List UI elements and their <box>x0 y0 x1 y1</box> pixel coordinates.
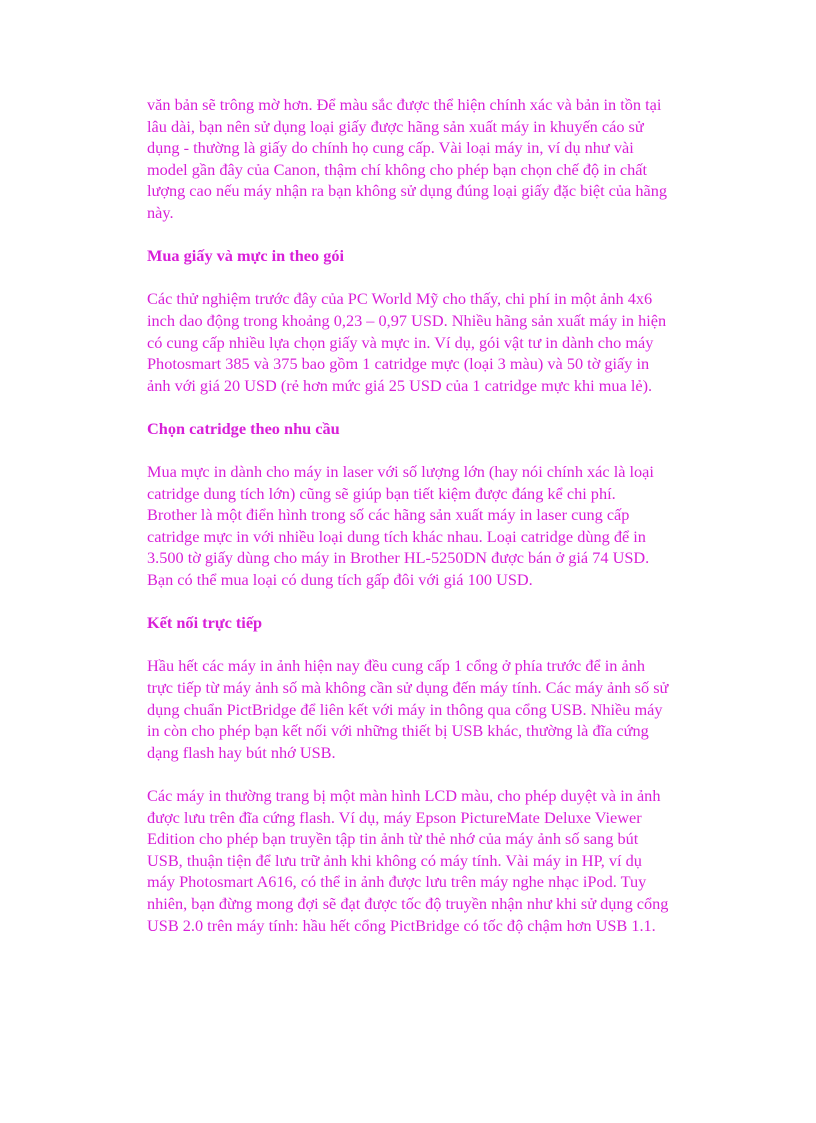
heading-choose-cartridge: Chọn catridge theo nhu cầu <box>147 418 340 438</box>
paragraph-bundle-cost: Các thử nghiệm trước đây của PC World Mỹ cho thấy, chi phí in một ảnh 4x6 inch dao động trong khoảng 0,23 – 0,97 USD. Nhiều hãng sản xuất máy in hiện có cung cấp nhiều lựa chọn giấy và mực in. Ví dụ, gói vật tư in dành cho máy Photosmart 385 và 375 bao gồm 1 catridge mực (loại 3 màu) và 50 tờ giấy in ảnh với giá 20 USD (rẻ hơn mức giá 25 USD của 1 catridge mực khi mua lẻ). <box>147 289 667 395</box>
paragraph-pictbridge: Hầu hết các máy in ảnh hiện nay đều cung cấp 1 cổng ở phía trước để in ảnh trực tiếp từ máy ảnh số mà không cần sử dụng đến máy tính. Các máy ảnh số sử dụng chuẩn PictBridge để liên kết với máy in thông qua cổng USB. Nhiều máy in còn cho phép bạn kết nối với những thiết bị USB khác, thường là đĩa cứng dạng flash hay bút nhớ USB. <box>147 656 669 762</box>
document-page <box>147 94 669 958</box>
heading-buy-bundle: Mua giấy và mực in theo gói <box>147 246 344 266</box>
paragraph-lcd-flash: Các máy in thường trang bị một màn hình LCD màu, cho phép duyệt và in ảnh được lưu trên đĩa cứng flash. Ví dụ, máy Epson PictureMate Deluxe Viewer Edition cho phép bạn truyền tập tin ảnh từ thẻ nhớ của máy ảnh số sang bút USB, thuận tiện để lưu trữ ảnh khi không có máy tính. Vài máy in HP, ví dụ máy Photosmart A616, có thể in ảnh được lưu trên máy nghe nhạc iPod. Tuy nhiên, bạn đừng mong đợi sẽ đạt được tốc độ truyền nhận như khi sử dụng cổng USB 2.0 trên máy tính: hầu hết cổng PictBridge có tốc độ chậm hơn USB 1.1. <box>147 786 669 935</box>
paragraph-paper-quality: văn bản sẽ trông mờ hơn. Để màu sắc được thể hiện chính xác và bản in tồn tại lâu dài, bạn nên sử dụng loại giấy được hãng sản xuất máy in khuyến cáo sử dụng - thường là giấy do chính họ cung cấp. Vài loại máy in, ví dụ như vài model gần đây của Canon, thậm chí không cho phép bạn chọn chế độ in chất lượng cao nếu máy nhận ra bạn không sử dụng đúng loại giấy đặc biệt của hãng này. <box>147 95 667 222</box>
heading-direct-connection: Kết nối trực tiếp <box>147 613 263 633</box>
paragraph-cartridge-capacity: Mua mực in dành cho máy in laser với số lượng lớn (hay nói chính xác là loại catridge dung tích lớn) cũng sẽ giúp bạn tiết kiệm được đáng kể chi phí. Brother là một điển hình trong số các hãng sản xuất máy in laser cung cấp catridge mực in với nhiều loại dung tích khác nhau. Loại catridge dùng để in 3.500 tờ giấy dùng cho máy in Brother HL-5250DN được bán ở giá 74 USD. Bạn có thể mua loại có dung tích gấp đôi với giá 100 USD. <box>147 462 654 590</box>
